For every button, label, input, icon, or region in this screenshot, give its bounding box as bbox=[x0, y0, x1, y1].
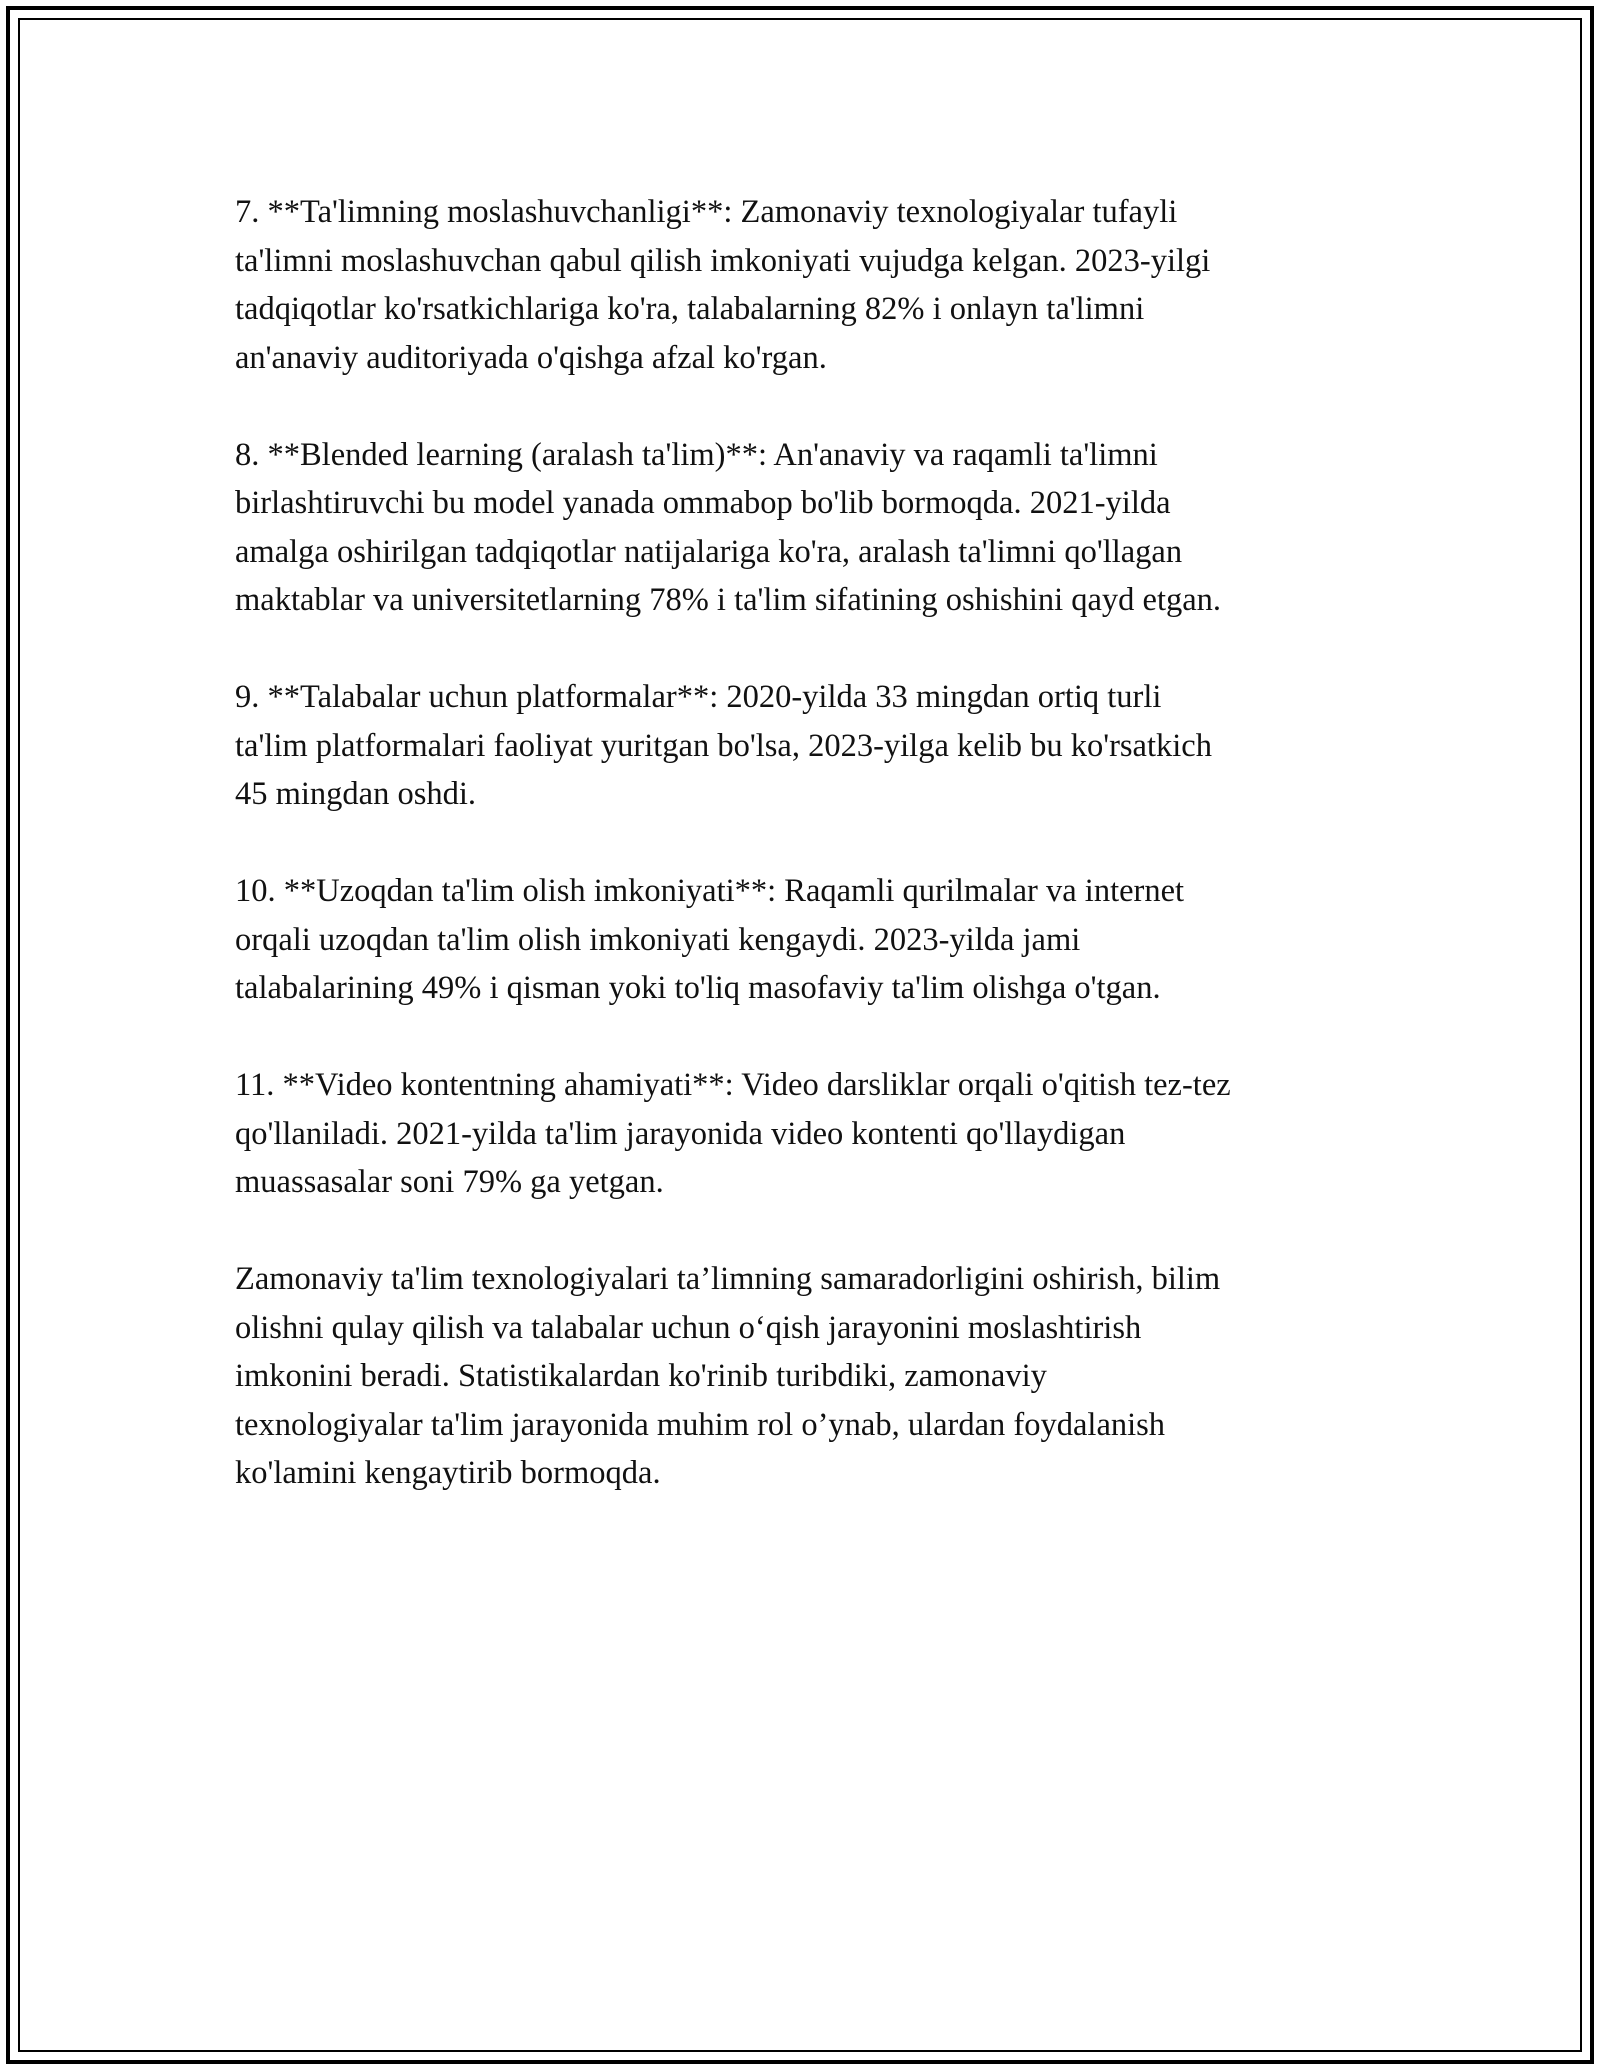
document-body bbox=[235, 188, 1385, 1546]
paragraph-item-7: 7. **Ta'limning moslashuvchanligi**: Zamonaviy texnologiyalar tufayli ta'limni moslashuvchan qabul qilish imkoniyati vujudga kelgan. 2023-yilgi tadqiqotlar ko'rsatkichlariga ko'ra, talabalarning 82% i onlayn ta'limni an'anaviy auditoriyada o'qishga afzal ko'rgan. bbox=[235, 194, 1211, 376]
paragraph-conclusion: Zamonaviy ta'lim texnologiyalari ta’limning samaradorligini oshirish, bilim olishni qulay qilish va talabalar uchun o‘qish jarayonini moslashtirish imkonini beradi. Statistikalardan ko'rinib turibdiki, zamonaviy texnologiyalar ta'lim jarayonida muhim rol o’ynab, ulardan foydalanish ko'lamini kengaytirib bormoqda. bbox=[235, 1261, 1221, 1491]
paragraph-item-11: 11. **Video kontentning ahamiyati**: Video darsliklar orqali o'qitish tez-tez qo'llaniladi. 2021-yilda ta'lim jarayonida video kontenti qo'llaydigan muassasalar soni 79% ga yetgan. bbox=[235, 1067, 1231, 1200]
paragraph-item-10: 10. **Uzoqdan ta'lim olish imkoniyati**: Raqamli qurilmalar va internet orqali uzoqdan ta'lim olish imkoniyati kengaydi. 2023-yilda jami talabalarining 49% i qisman yoki to'liq masofaviy ta'lim olishga o'tgan. bbox=[235, 873, 1185, 1006]
paragraph-item-8: 8. **Blended learning (aralash ta'lim)**: An'anaviy va raqamli ta'limni birlashtiruvchi bu model yanada ommabop bo'lib bormoqda. 2021-yilda amalga oshirilgan tadqiqotlar natijalariga ko'ra, aralash ta'limni qo'llagan maktablar va universitetlarning 78% i ta'lim sifatining oshishini qayd etgan. bbox=[235, 436, 1222, 618]
paragraph-item-9: 9. **Talabalar uchun platformalar**: 2020-yilda 33 mingdan ortiq turli ta'lim platformalari faoliyat yuritgan bo'lsa, 2023-yilga kelib bu ko'rsatkich 45 mingdan oshdi. bbox=[235, 679, 1212, 812]
